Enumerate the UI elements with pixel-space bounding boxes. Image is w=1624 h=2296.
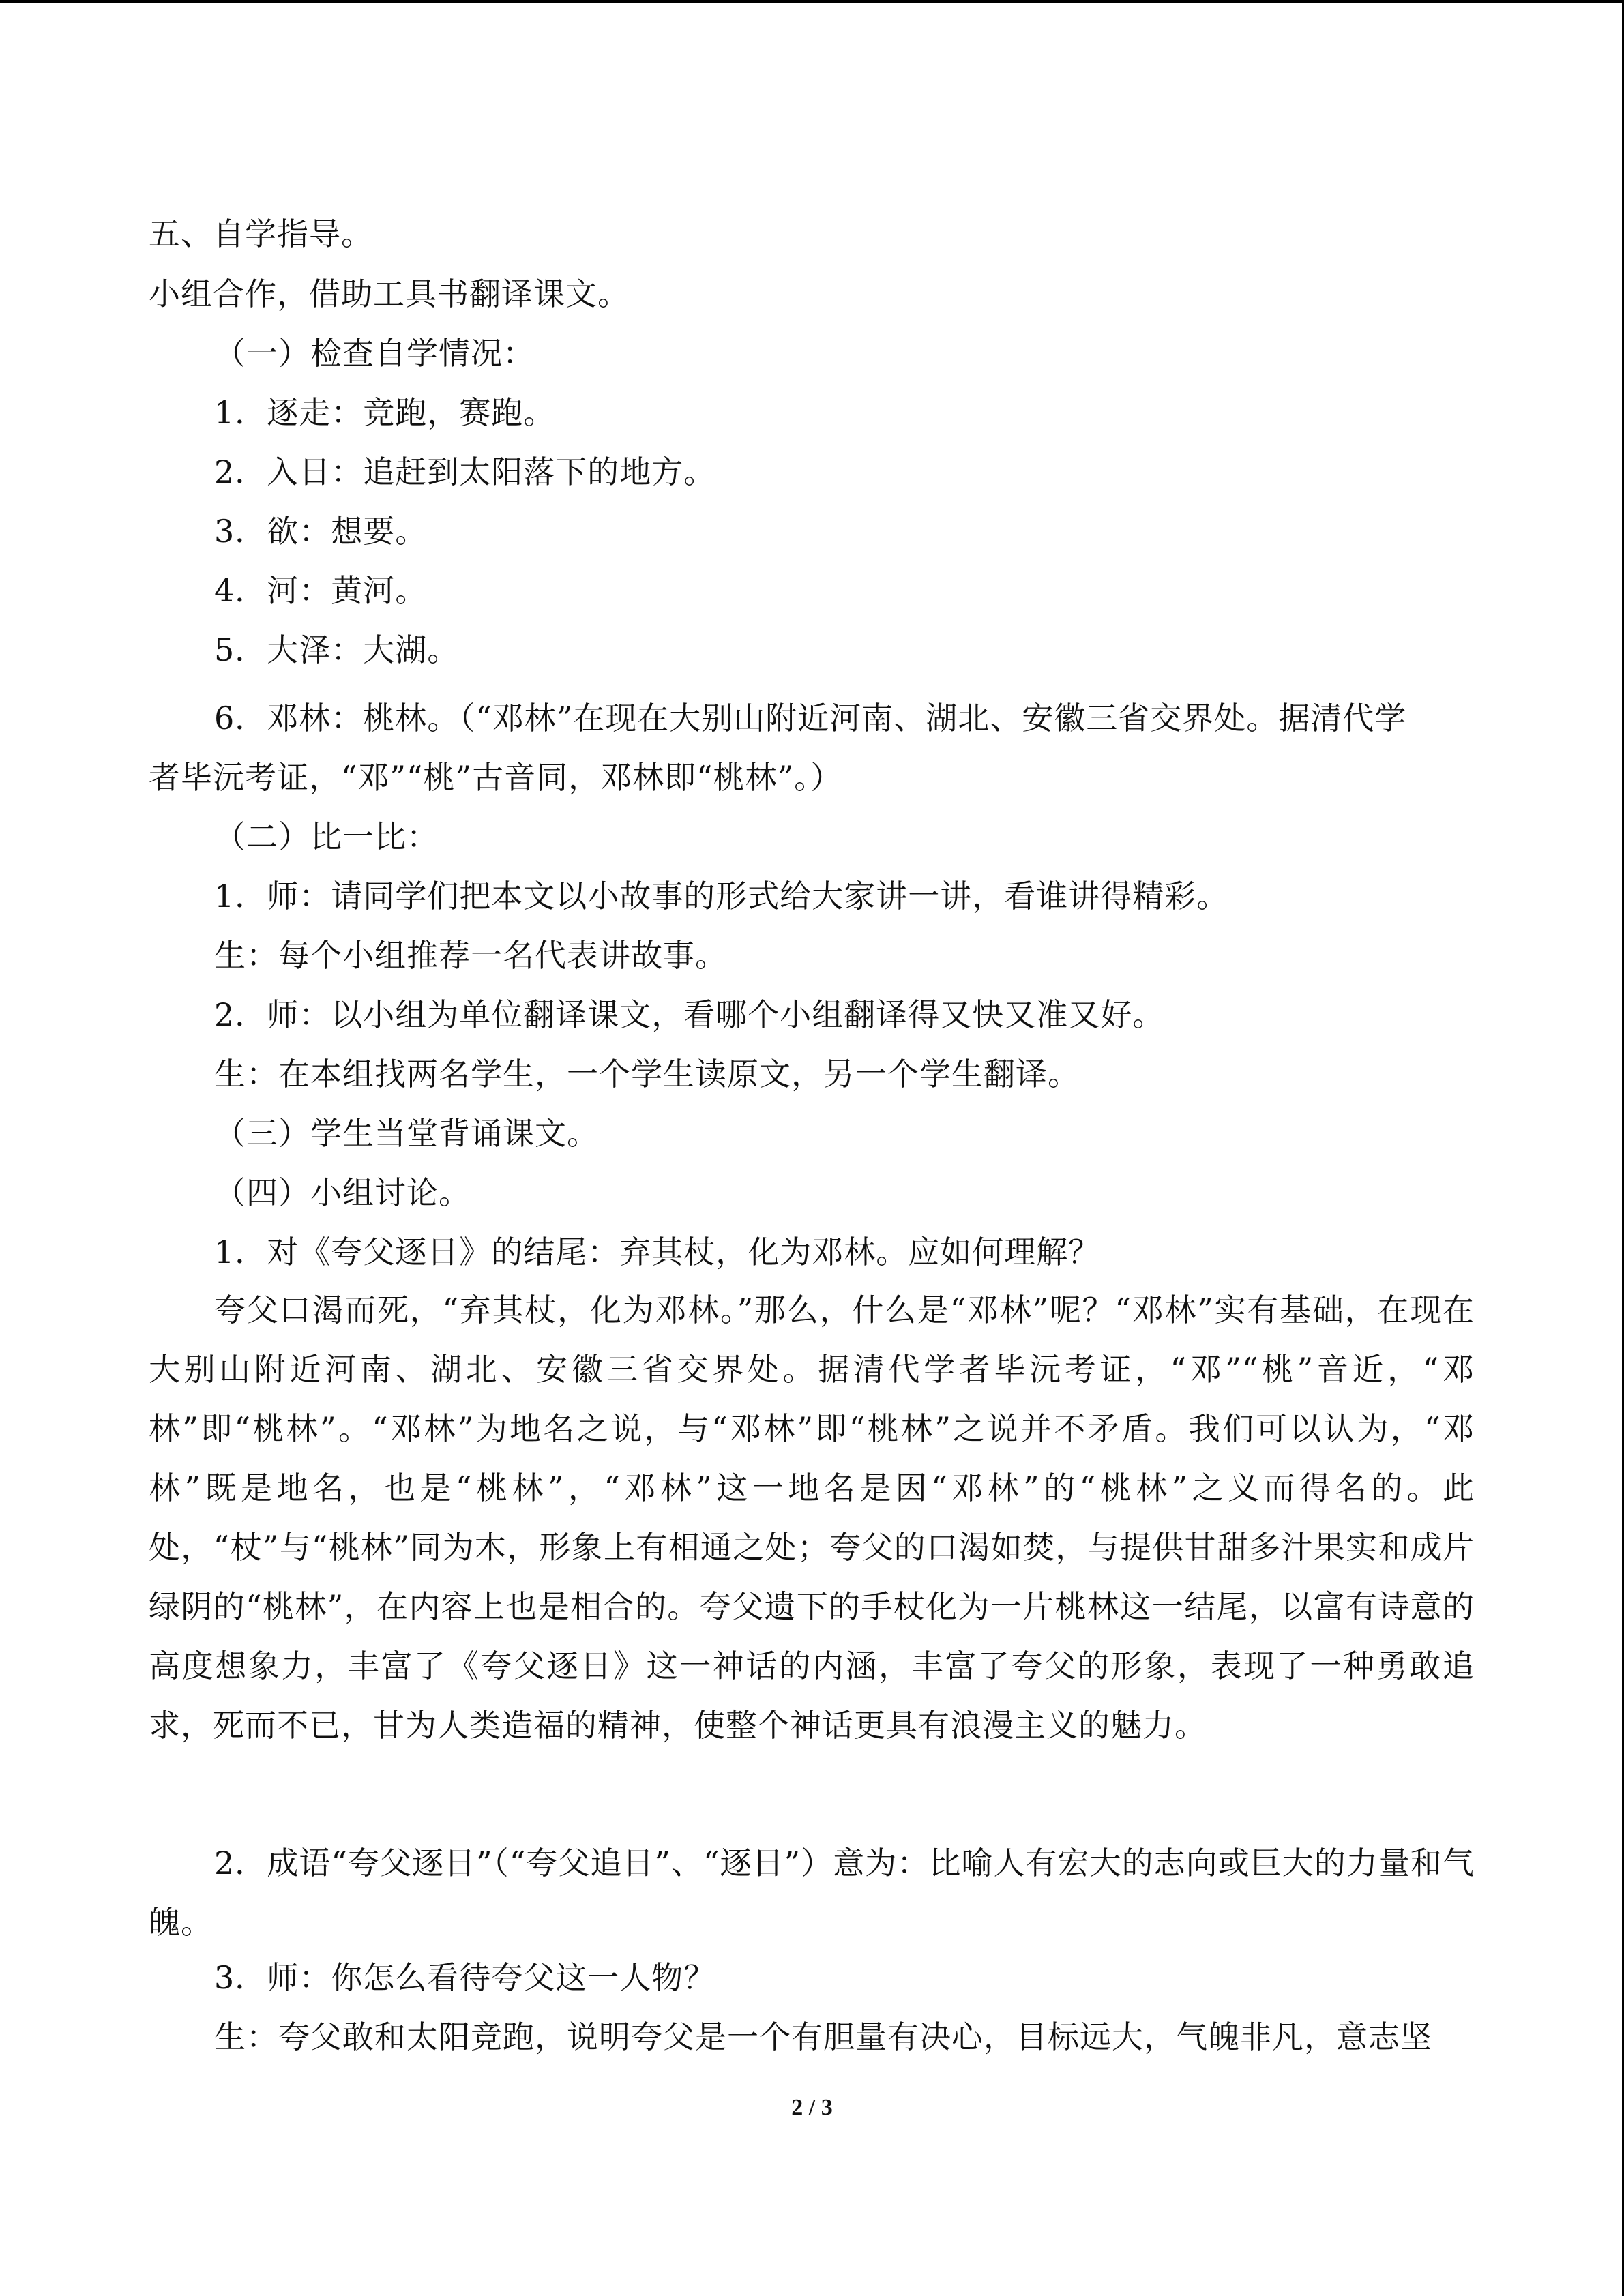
compare-line-4: 生：在本组找两名学生，一个学生读原文，另一个学生翻译。 — [214, 1056, 1080, 1092]
check-item-2: 2．入日：追赶到太阳落下的地方。 — [214, 453, 716, 490]
discuss-answer-1: 夸父口渴而死，“弃其杖，化为邓林。”那么，什么是“邓林”呢？“邓林”实有基础，在现在大别山附近河南、湖北、安徽三省交界处。据清代学者毕沅考证，“邓”“桃”音近，“邓林”即“桃林”。“邓林”为地名之说，与“邓林”即“桃林”之说并不矛盾。我们可以认为，“邓林”既是地名，也是“桃林”，“邓林”这一地名是因“邓林”的“桃林”之义而得名的。此处，“杖”与“桃林”同为木，形象上有相通之处；夸父的口渴如焚，与提供甘甜多汁果实和成片绿阴的“桃林”，在内容上也是相合的。夸父遗下的手杖化为一片桃林这一结尾，以富有诗意的高度想象力，丰富了《夸父逐日》这一神话的内涵，丰富了夸父的形象，表现了一种勇敢追求，死而不已，甘为人类造福的精神，使整个神话更具有浪漫主义的魅力。 — [149, 1292, 1475, 1744]
discuss-heading: （四）小组讨论。 — [214, 1174, 471, 1211]
compare-line-2: 生：每个小组推荐一名代表讲故事。 — [214, 937, 727, 974]
compare-line-1: 1．师：请同学们把本文以小故事的形式给大家讲一讲，看谁讲得精彩。 — [214, 878, 1229, 914]
check-item-6-line-1: 6．邓林：桃林。（“邓林”在现在大别山附近河南、湖北、安徽三省交界处。据清代学 — [214, 700, 1407, 736]
check-heading: （一）检查自学情况： — [214, 335, 535, 372]
intro-text: 小组合作，借助工具书翻译课文。 — [149, 275, 630, 312]
compare-line-3: 2．师：以小组为单位翻译课文，看哪个小组翻译得又快又准又好。 — [214, 996, 1165, 1033]
check-item-6-line-2: 者毕沅考证，“邓”“桃”古音同，邓林即“桃林”。） — [149, 759, 843, 796]
check-item-3: 3．欲：想要。 — [214, 513, 428, 550]
check-item-4: 4．河：黄河。 — [214, 572, 428, 609]
page-number: 2 / 3 — [791, 2095, 833, 2120]
compare-heading: （二）比一比： — [214, 818, 439, 855]
discuss-answer-3: 生：夸父敢和太阳竞跑，说明夸父是一个有胆量有决心，目标远大，气魄非凡，意志坚 — [214, 2018, 1432, 2055]
recite-heading: （三）学生当堂背诵课文。 — [214, 1115, 599, 1152]
discuss-question-2: 2．成语“夸父逐日”（“夸父追日”、“逐日”）意为：比喻人有宏大的志向或巨大的力量和气魄。 — [149, 1845, 1475, 1941]
discuss-question-3: 3．师：你怎么看待夸父这一人物？ — [214, 1959, 716, 1996]
check-item-1: 1．逐走：竞跑，赛跑。 — [214, 394, 556, 431]
section-heading: 五、自学指导。 — [149, 215, 373, 252]
discuss-question-1: 1．对《夸父逐日》的结尾：弃其杖，化为邓林。应如何理解？ — [214, 1234, 1101, 1270]
check-item-5: 5．大泽：大湖。 — [214, 631, 460, 668]
